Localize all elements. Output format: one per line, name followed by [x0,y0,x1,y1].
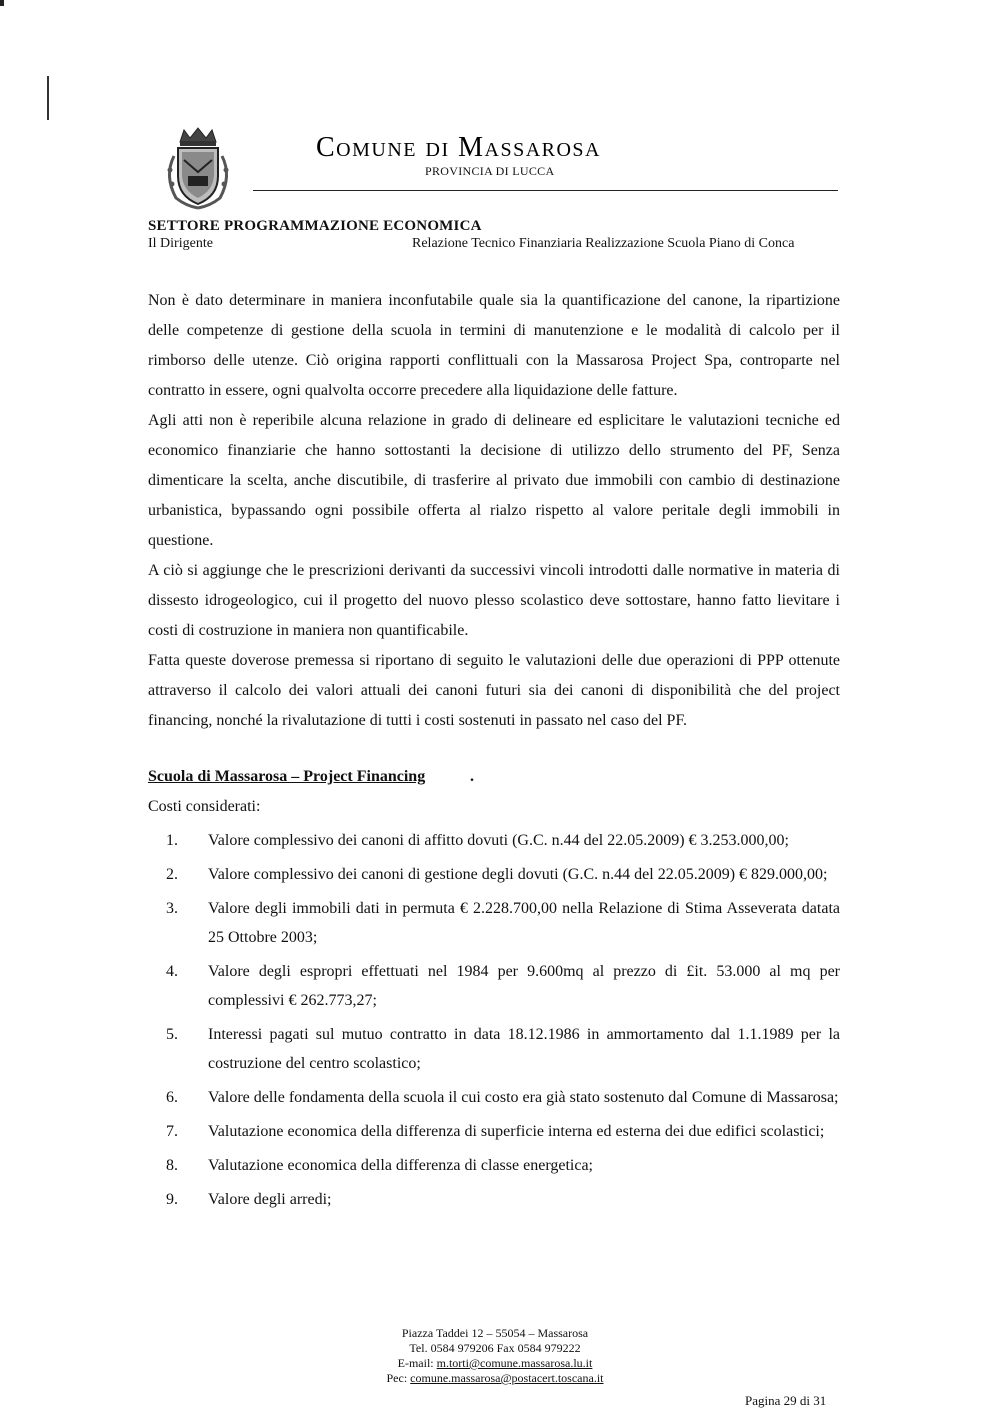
list-text: Valutazione economica della differenza di superficie interna ed esterna dei due edifici scolastici; [208,1123,825,1140]
list-number: 1. [166,832,178,849]
list-number: 3. [166,900,178,917]
list-item [166,1185,840,1214]
list-number: 2. [166,866,178,883]
list-text: Valore delle fondamenta della scuola il cui costo era già stato sostenuto dal Comune di Massarosa; [208,1089,839,1106]
province-subtitle: PROVINCIA DI LUCCA [425,164,555,178]
scan-artifact [47,76,49,120]
list-text: Valore degli immobili dati in permuta € 2.228.700,00 nella Relazione di Stima Asseverata datata 25 Ottobre 2003; [208,900,840,946]
footer-email-line [300,1356,690,1371]
footer-pec-link[interactable]: comune.massarosa@postacert.toscana.it [410,1371,604,1385]
list-item [166,957,840,1015]
municipality-title: Comune di Massarosa [316,132,601,163]
list-item [166,826,840,855]
footer-address: Piazza Taddei 12 – 55054 – Massarosa [401,1326,589,1340]
paragraph: Non è dato determinare in maniera inconfutabile quale sia la quantificazione del canone, la ripartizione delle competenze di gestione della scuola in termini di manutenzione e le modalità di calcolo per il rimborso delle utenze. Ciò origina rapporti conflittuali con la Massarosa Project Spa, controparte nel contratto in essere, ogni qualvolta occorre precedere alla liquidazione delle fatture. [148,292,840,399]
list-number: 7. [166,1123,178,1140]
list-item [166,1083,840,1112]
section-heading: Scuola di Massarosa – Project Financing [148,768,426,785]
footer-email-link[interactable]: m.torti@comune.massarosa.lu.it [436,1356,593,1370]
list-text: Valore degli espropri effettuati nel 1984 per 9.600mq al prezzo di £it. 53.000 al mq per complessivi € 262.773,27; [208,963,840,1009]
footer-pec-label: Pec: [386,1371,411,1385]
paragraph: Fatta queste doverose premessa si riportano di seguito le valutazioni delle due operazioni di PPP ottenute attraverso il calcolo dei valori attuali dei canoni futuri sia dei canoni di disponibilità che del project financing, nonché la rivalutazione di tutti i costi sostenuti in passato nel caso del PF. [148,652,840,729]
list-number: 9. [166,1191,178,1208]
list-number: 6. [166,1089,178,1106]
footer-pec-line [300,1371,690,1386]
list-item [166,1020,840,1078]
list-number: 8. [166,1157,178,1174]
cost-list [166,826,840,1219]
list-text: Valore degli arredi; [208,1191,332,1208]
paragraph: A ciò si aggiunge che le prescrizioni derivanti da successivi vincoli introdotti dalle normative in materia di dissesto idrogeologico, cui il progetto del nuovo plesso scolastico deve sottostare, hanno fatto lievitare i costi di costruzione in maniera non quantificabile. [148,562,840,639]
footer [300,1326,690,1386]
list-item [166,860,840,889]
costs-intro: Costi considerati: [148,798,261,815]
paragraph: Agli atti non è reperibile alcuna relazione in grado di delineare ed esplicitare le valutazioni tecniche ed economico finanziarie che hanno sottostanti la decisione di utilizzo dello strumento del PF, Senza dimenticare la scelta, anche discutibile, di trasferire al privato due immobili con cambio di destinazione urbanistica, bypassando ogni possibile offerta al rialzo rispetto al valore peritale degli immobili in questione. [148,412,840,549]
body-text [148,286,840,736]
section-heading-mark: . [470,768,474,785]
header-divider [253,190,838,191]
list-text: Valutazione economica della differenza di classe energetica; [208,1157,593,1174]
list-text: Interessi pagati sul mutuo contratto in data 18.12.1986 in ammortamento dal 1.1.1989 per la costruzione del centro scolastico; [208,1026,840,1072]
scan-artifact [0,0,4,6]
list-number: 4. [166,963,178,980]
list-number: 5. [166,1026,178,1043]
list-item [166,1151,840,1180]
list-text: Valore complessivo dei canoni di gestione degli dovuti (G.C. n.44 del 22.05.2009) € 829.000,00; [208,866,828,883]
list-item [166,894,840,952]
list-text: Valore complessivo dei canoni di affitto dovuti (G.C. n.44 del 22.05.2009) € 3.253.000,00; [208,832,789,849]
footer-phone: Tel. 0584 979206 Fax 0584 979222 [409,1341,581,1355]
list-item [166,1117,840,1146]
page-number: Pagina 29 di 31 [745,1393,827,1408]
municipal-crest-icon [160,126,236,210]
sector-heading: SETTORE PROGRAMMAZIONE ECONOMICA [148,218,482,234]
role-label: Il Dirigente [148,236,213,251]
report-title: Relazione Tecnico Finanziaria Realizzazione Scuola Piano di Conca [412,236,795,251]
footer-email-label: E-mail: [397,1356,437,1370]
